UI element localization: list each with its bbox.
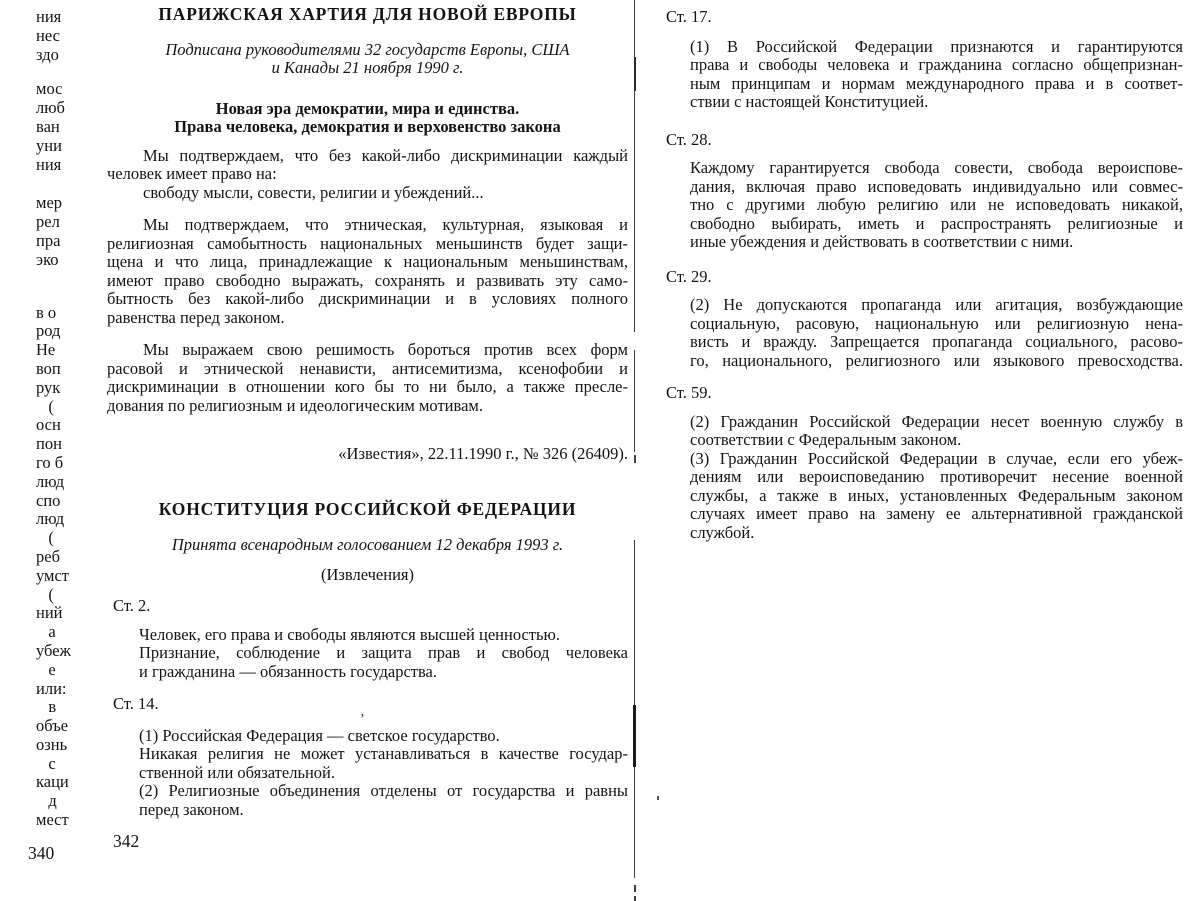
text-line: объе <box>36 716 69 736</box>
text-line: висть и вражду. Запрещается пропаганда социального, расово- <box>690 332 1183 351</box>
text-line: равенства перед законом. <box>107 307 285 327</box>
left-page-edge-strip <box>0 8 104 863</box>
text-line: религиозная самобытность национальных меньшинств будет защи- <box>107 233 628 253</box>
text-line: а <box>36 622 56 642</box>
text-line: дискриминации в отношении кого бы то ни было, а также пресле- <box>107 377 628 396</box>
spacer <box>104 584 634 597</box>
page-gutter-line <box>634 896 636 901</box>
spacer <box>104 137 634 147</box>
text-line: ния <box>36 8 62 26</box>
spacer <box>104 78 634 100</box>
charter-subtitle: и Канады 21 ноября 1990 г. <box>271 58 464 77</box>
spacer <box>0 292 104 304</box>
left-page-column <box>104 5 634 851</box>
spacer <box>655 112 1195 131</box>
article-heading: Ст. 17. <box>666 7 712 26</box>
text-line: дания, включая право исповедовать индивидуально или совмес- <box>690 176 1183 196</box>
text-line: Никакая религия не может устанавливаться в качестве государ- <box>139 744 628 763</box>
text-line: права и свободы человека и гражданина согласно общепризнан- <box>690 55 1183 74</box>
text-line: (2) Гражданин Российской Федерации несет военную службу в <box>690 411 1183 431</box>
text-line: Человек, его права и свободы являются высшей ценностью. <box>139 624 560 644</box>
text-line: социальную, расовую, национальную или религиозную нена- <box>690 313 1183 333</box>
text-line: род <box>36 321 61 341</box>
stray-scan-mark: ’ <box>360 712 365 727</box>
page-number-340: 340 <box>28 842 55 863</box>
spacer <box>104 24 634 41</box>
text-line: мер <box>36 193 63 213</box>
text-line: Мы подтверждаем, что этническая, культурная, языковая и <box>143 215 628 234</box>
text-line: го, национального, религиозного или языкового превосходства. <box>690 350 1183 370</box>
text-line: убеж <box>36 640 71 660</box>
text-line: соответствии с Федеральным законом. <box>690 430 962 449</box>
extracts-note: (Извлечения) <box>320 564 414 584</box>
charter-subtitle: Подписана руководителями 32 государств Европы, США <box>165 39 570 59</box>
text-line: пра <box>36 230 61 250</box>
charter-title: ПАРИЖСКАЯ ХАРТИЯ ДЛЯ НОВОЙ ЕВРОПЫ <box>158 4 577 24</box>
page-gutter-line <box>634 350 635 452</box>
scan-speck <box>657 796 659 800</box>
text-line: случаях имеет право на замену ее альтернативной гражданской <box>690 504 1183 523</box>
text-line: ван <box>36 116 60 136</box>
text-line: люд <box>36 509 65 529</box>
text-line: люб <box>36 98 65 118</box>
spacer <box>104 681 634 695</box>
text-line: Каждому гарантируется свобода совести, свобода вероиспове- <box>690 158 1183 177</box>
text-line: эко <box>36 249 59 269</box>
text-line: свободу мысли, совести, религии и убеждений... <box>143 182 484 202</box>
article-heading: Ст. 29. <box>666 266 712 286</box>
text-line: умст <box>36 565 70 585</box>
text-line: (1) В Российской Федерации признаются и гарантируются <box>690 36 1183 56</box>
spacer <box>655 403 1195 413</box>
text-line: ( <box>36 584 54 604</box>
page-number-342: 342 <box>113 831 140 851</box>
text-line: воп <box>36 358 61 378</box>
text-line: (3) Гражданин Российской Федерации в случае, если его убеж- <box>690 448 1183 468</box>
text-line: тно с другими любую религию или не исповедовать никакой, <box>690 195 1183 214</box>
text-line: осн <box>36 415 61 435</box>
text-line: здо <box>36 44 59 64</box>
spacer <box>104 819 634 832</box>
text-line: Признание, соблюдение и защита прав и свобод человека <box>139 643 628 662</box>
text-line: реб <box>36 546 60 566</box>
text-line: и гражданина — обязанность государства. <box>139 661 438 681</box>
spacer <box>104 327 634 341</box>
constitution-subtitle: Принята всенародным голосованием 12 декабря 1993 г. <box>171 535 564 554</box>
text-line: рел <box>36 212 60 232</box>
page-gutter-line <box>634 885 636 892</box>
text-line: ознь <box>36 734 68 754</box>
spacer <box>104 202 634 216</box>
text-line: с <box>36 753 56 773</box>
text-line: пон <box>36 434 62 454</box>
spacer <box>104 464 634 500</box>
text-line: дования по религиозным и идеологическим мотивам. <box>107 395 483 415</box>
spacer <box>104 555 634 566</box>
spacer <box>655 370 1195 384</box>
text-line: свободно выбирать, иметь и распространять религиозные и <box>690 213 1183 233</box>
text-line: бытность без какой-либо дискриминации и в условиях полного <box>107 289 628 308</box>
spacer <box>655 252 1195 268</box>
spacer <box>0 64 104 80</box>
text-line: ствии с настоящей Конституцией. <box>690 92 929 111</box>
spacer <box>0 830 104 844</box>
text-line: человек имеет право на: <box>107 164 277 183</box>
article-heading: Ст. 2. <box>113 596 151 615</box>
text-line: уни <box>36 135 62 155</box>
text-line: ( <box>36 396 54 416</box>
text-line: иные убеждения и действовать в соответствии с ними. <box>690 232 1074 251</box>
text-line: в <box>36 697 57 717</box>
page-gutter-line <box>633 705 636 767</box>
text-line: в о <box>36 302 57 322</box>
text-line: щена и что лица, принадлежащие к национальным меньшинствам, <box>107 252 628 271</box>
text-line: перед законом. <box>139 799 244 819</box>
text-line: мос <box>36 79 63 99</box>
text-line: (1) Российская Федерация — светское государство. <box>139 725 500 745</box>
spacer <box>104 616 634 626</box>
text-line: е <box>36 659 56 679</box>
text-line: ственной или обязательной. <box>139 762 336 782</box>
spacer <box>0 270 104 292</box>
text-line: ( <box>36 528 54 548</box>
text-line: люд <box>36 471 65 491</box>
text-line: дениям или вероисповеданию противоречит несение военной <box>690 467 1183 486</box>
spacer <box>104 518 634 536</box>
spacer <box>104 415 634 445</box>
text-line: ний <box>36 603 63 623</box>
text-line: спо <box>36 490 61 510</box>
text-line: службы, а также в иных, установленных Федеральным законом <box>690 485 1183 505</box>
text-line: Не <box>36 340 56 360</box>
text-line: д <box>36 791 57 811</box>
article-heading: Ст. 28. <box>666 129 712 149</box>
text-line: или: <box>36 678 67 698</box>
page-gutter-line <box>634 0 635 332</box>
spacer <box>104 714 634 727</box>
text-line: Мы подтверждаем, что без какой-либо дискриминации каждый <box>143 145 628 165</box>
text-line: Мы выражаем свою решимость бороться против всех форм <box>143 340 628 359</box>
charter-section-heading: Новая эра демократии, мира и единства. <box>215 98 520 118</box>
text-line: ным принципам и нормам международного права и в соответ- <box>690 73 1183 93</box>
text-line: го б <box>36 452 64 472</box>
source-citation: «Известия», 22.11.1990 г., № 326 (26409). <box>338 444 628 463</box>
charter-section-heading: Права человека, демократия и верховенство закона <box>174 117 561 136</box>
constitution-title: КОНСТИТУЦИЯ РОССИЙСКОЙ ФЕДЕРАЦИИ <box>158 498 577 519</box>
article-heading: Ст. 59. <box>666 383 712 402</box>
article-heading: Ст. 14. <box>113 694 159 713</box>
text-line: каци <box>36 772 69 792</box>
text-line: расовой и этнической ненависти, антисемитизма, ксенофобии и <box>107 358 628 378</box>
text-line: мест <box>36 810 69 830</box>
spacer <box>0 174 104 194</box>
text-line: службой. <box>690 522 755 542</box>
text-line: ния <box>36 154 62 174</box>
text-line: нес <box>36 25 60 45</box>
text-line: рук <box>36 377 61 397</box>
right-page-column <box>655 8 1195 542</box>
spacer <box>655 27 1195 38</box>
page-gutter-line <box>634 455 636 463</box>
text-line: (2) Религиозные объединения отделены от государства и равны <box>139 781 628 800</box>
text-line: имеют право свободно выражать, сохранять и развивать эту само- <box>107 270 628 290</box>
text-line: (2) Не допускаются пропаганда или агитация, возбуждающие <box>690 295 1183 314</box>
page-gutter-line <box>634 57 636 91</box>
